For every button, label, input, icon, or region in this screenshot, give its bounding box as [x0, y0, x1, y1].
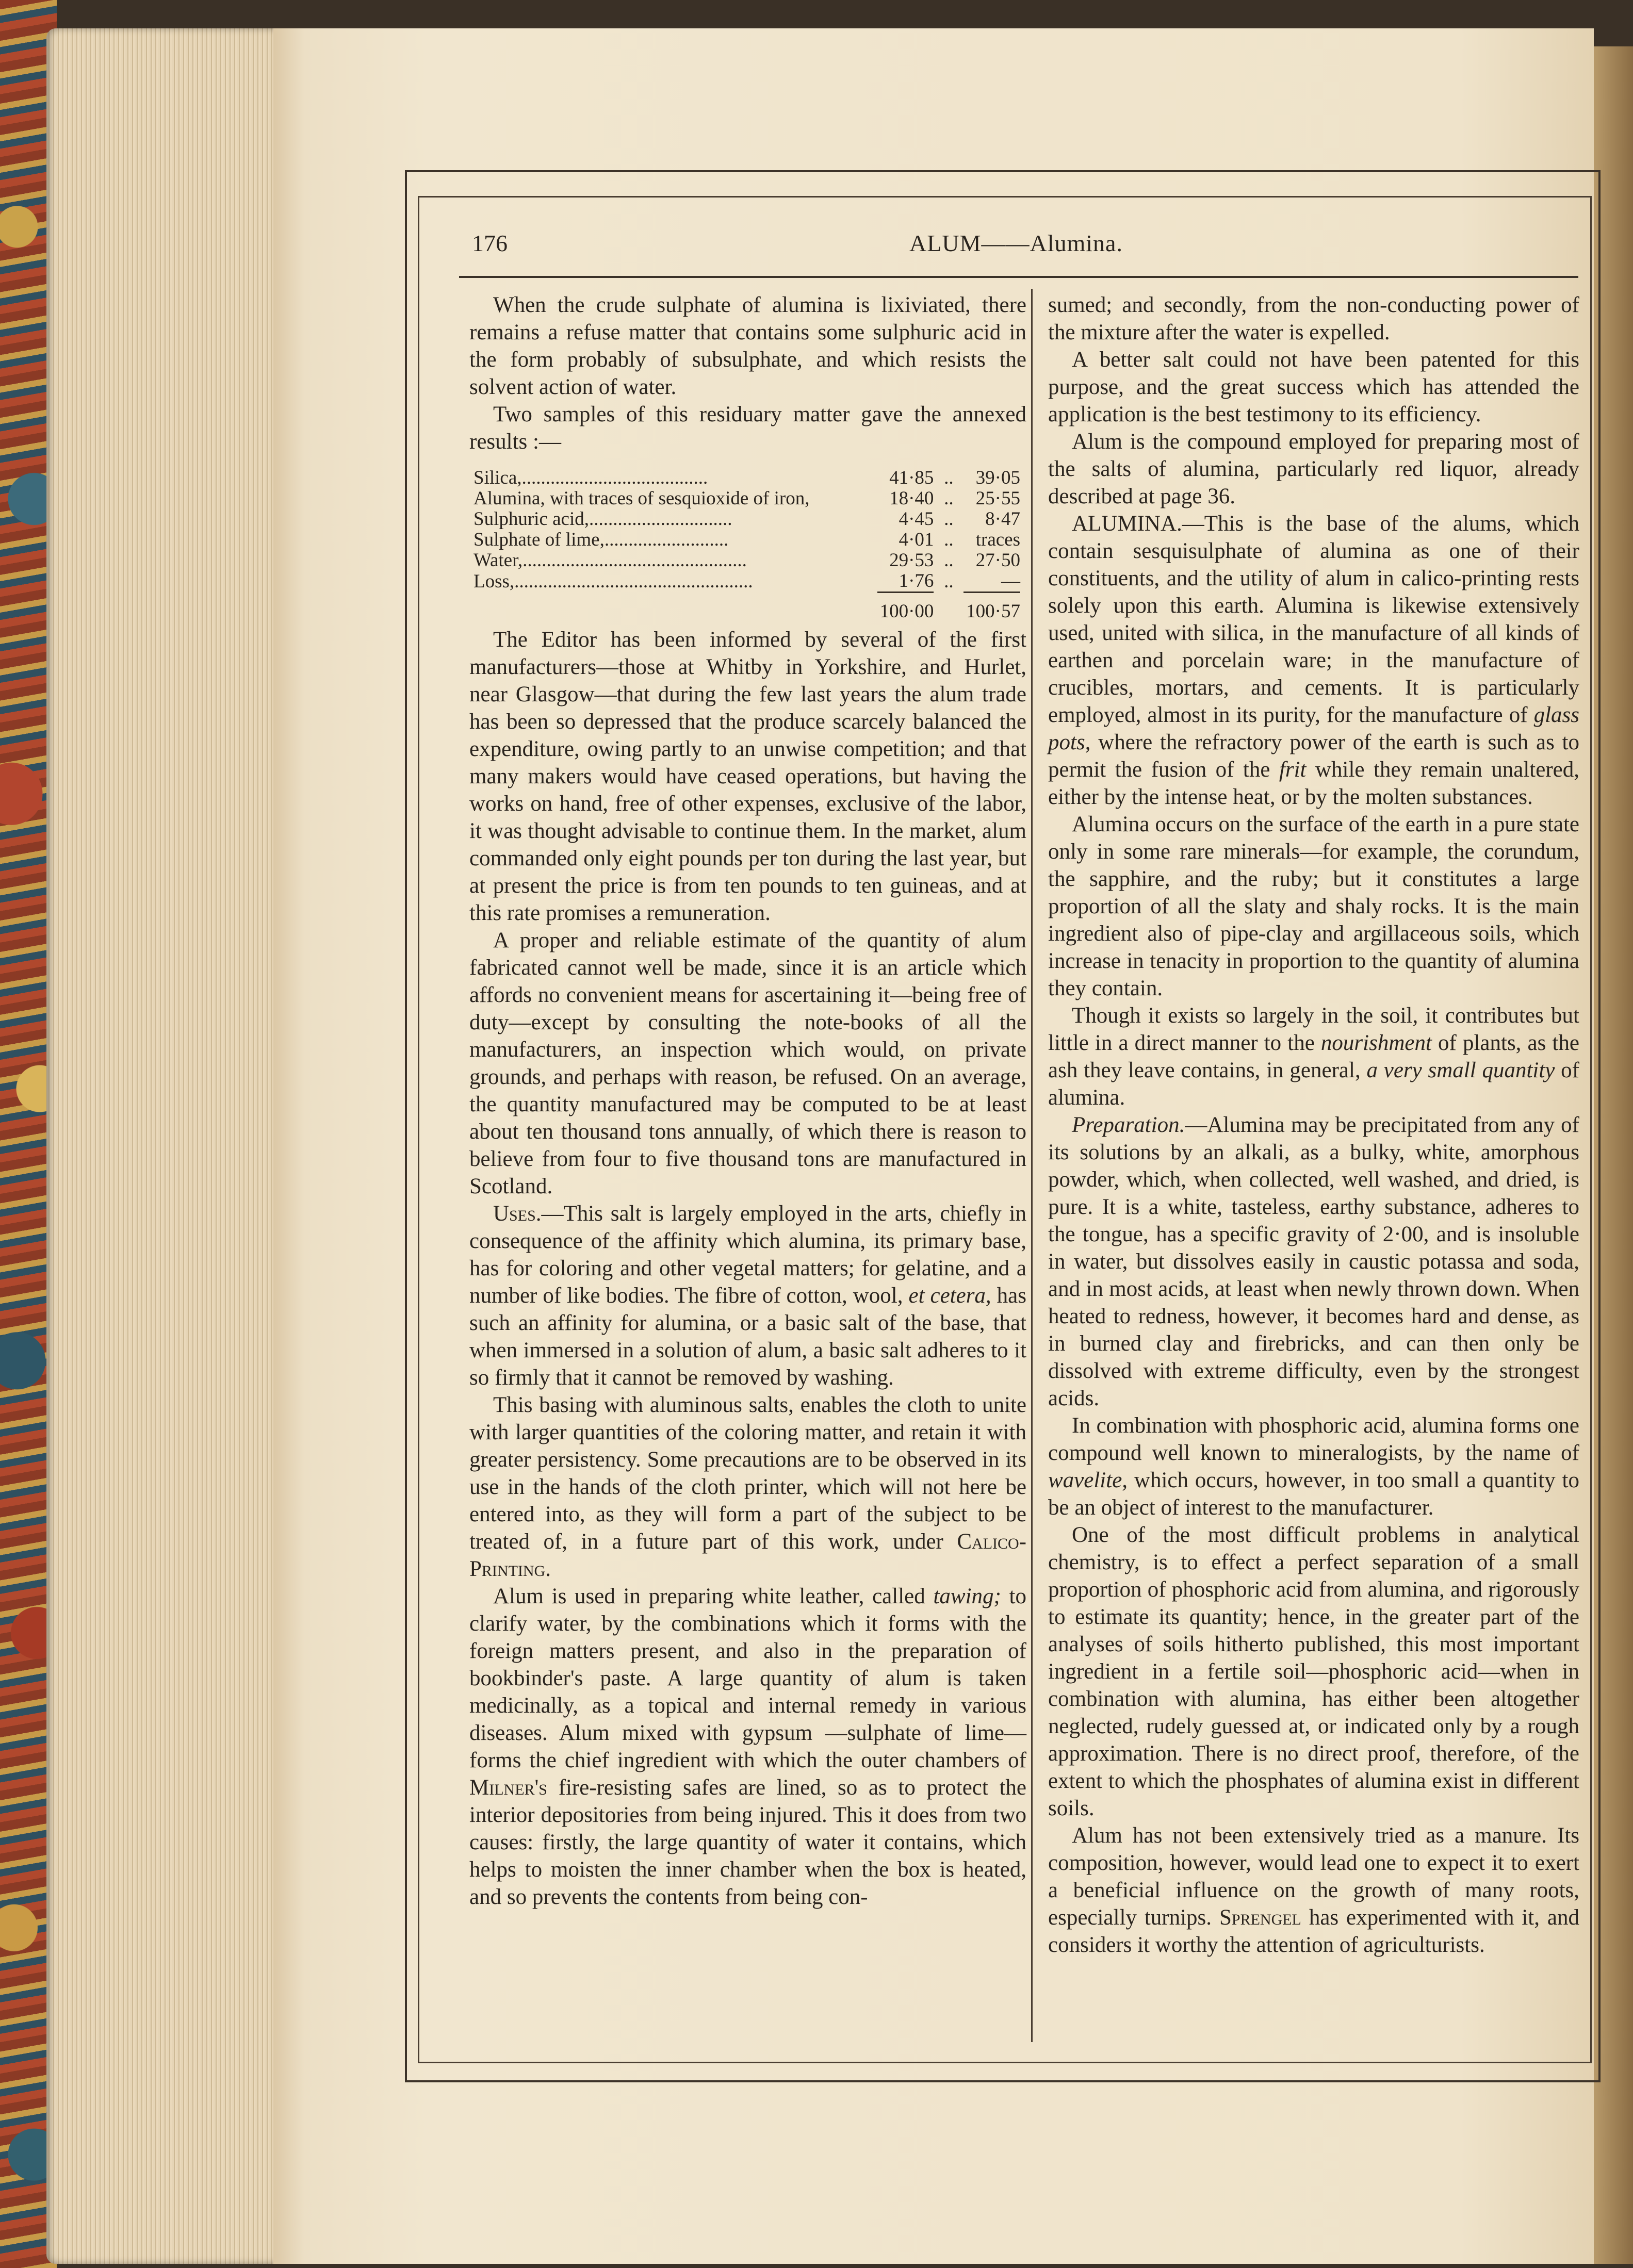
cell-value-a: 4·01 [899, 529, 934, 550]
cell-name: Alumina, with traces of sesquioxide of iron, [473, 488, 810, 509]
cell-value-b: 39·05 [975, 467, 1020, 488]
cell-total: 100·57 [964, 593, 1020, 622]
cell-name: Sulphate of lime,.......................... [473, 530, 729, 550]
cell-value-a: 29·53 [889, 550, 934, 571]
cell-value-b: traces [975, 529, 1020, 550]
cell-value-b: 25·55 [975, 488, 1020, 509]
paragraph: Alum is the compound employed for preparing most of the salts of alumina, particularly red liquor, already described at page 36. [1048, 430, 1579, 508]
table-total-row [473, 593, 1020, 622]
table-row [473, 550, 1020, 571]
analysis-table [473, 468, 1020, 622]
cell-value-b: 27·50 [975, 550, 1020, 571]
cell-separator: .. [944, 570, 954, 592]
table-row [473, 488, 1020, 509]
cell-separator: .. [944, 529, 954, 550]
table-row [473, 530, 1020, 550]
paragraph: One of the most difficult problems in analytical chemistry, is to effect a perfect separation of a small proportion of phosphoric acid from alumina, and rigorously to estimate its quantity; hence, in the greater part of the analyses of soils hitherto published, this most important ingredient in a fertile soil—phosphoric acid—when in combination with alumina, has either been altogether neglected, rudely guessed at, or indicated only by a rough approximation. There is no direct proof, therefore, of the extent to which the phosphates of alumina exist in different soils. [1048, 1523, 1579, 1820]
paragraph: ALUMINA.—This is the base of the alums, which contain sesquisulphate of alumina as one of their constituents, and the utility of alum in calico-printing rests solely upon this earth. Alumina is likewise extensively used, united with silica, in the manufacture of all kinds of earthen and porcelain ware; in the manufacture of crucibles, mortars, and cements. It is particularly employed, almost in its purity, for the manufacture of glass pots, where the refractory power of the earth is such as to permit the fusion of the frit while they remain unaltered, either by the intense heat, or by the molten substances. [1048, 512, 1579, 809]
cell-total: 100·00 [877, 593, 934, 622]
paragraph: When the crude sulphate of alumina is lixiviated, there remains a refuse matter that contains some sulphuric acid in the form probably of subsulphate, and which resists the solvent action of water. [469, 293, 1026, 399]
cell-value-a: 18·40 [889, 488, 934, 509]
uses-heading: Uses. [493, 1202, 542, 1226]
page-header [472, 229, 1560, 271]
cell-name: Silica,....................................... [473, 468, 708, 488]
table-row [473, 571, 1020, 593]
paragraph: Preparation.—Alumina may be precipitated from any of its solutions by an alkali, as a bulky, white, amorphous powder, which, when collected, well washed, and dried, is pure. It is a white, tasteless, earthy substance, adheres to the tongue, has a specific gravity of 2·00, and is insoluble in water, but dissolves easily in caustic potassa and soda, and in most acids, at least when newly thrown down. When heated to redness, however, it becomes hard and dense, as in burned clay and firebricks, and can then only be dissolved with extreme difficulty, even by the strongest acids. [1048, 1113, 1579, 1410]
right-column [1048, 291, 1579, 1959]
cell-separator: .. [944, 550, 954, 571]
cell-empty [934, 593, 964, 622]
paragraph: This basing with aluminous salts, enables the cloth to unite with larger quantities of the coloring matter, and retain it with greater persistency. Some precautions are to be observed in its use in the hands of the cloth printer, which will not here be entered into, as they will form a part of the subject to be treated of, in a future part of this work, under Calico-Printing. [469, 1393, 1026, 1581]
cell-value-a: 41·85 [889, 467, 934, 488]
cell-value-a: 4·45 [899, 508, 934, 530]
header-rule [459, 276, 1578, 278]
preparation-heading: Preparation. [1072, 1113, 1185, 1137]
cell-name: Sulphuric acid,.............................. [473, 509, 732, 530]
cell-separator: .. [944, 467, 954, 488]
column-divider [1031, 289, 1033, 2042]
paragraph: sumed; and secondly, from the non-conducting power of the mixture after the water is expelled. [1048, 293, 1579, 344]
cell-empty [473, 593, 877, 622]
paragraph: Alum has not been extensively tried as a manure. Its composition, however, would lead one to expect it to exert a beneficial influence on the growth of many roots, especially turnips. Sprengel has experimented with it, and considers it worthy the attention of agriculturists. [1048, 1823, 1579, 1957]
paragraph: Though it exists so largely in the soil, it contributes but little in a direct manner to the nourishment of plants, as the ash they leave contains, in general, a very small quantity of alumina. [1048, 1004, 1579, 1110]
paragraph: Two samples of this residuary matter gave the annexed results :— [469, 402, 1026, 454]
table-row [473, 509, 1020, 530]
cell-name: Loss,.................................................. [473, 571, 753, 592]
cell-value-b: — [1001, 570, 1020, 591]
cell-name: Water,............................................... [473, 550, 747, 571]
paragraph: In combination with phosphoric acid, alumina forms one compound well known to mineralogists, by the name of wavelite, which occurs, however, in too small a quantity to be an object of interest to the manufacturer. [1048, 1414, 1579, 1520]
paragraph: The Editor has been informed by several of the first manufacturers—those at Whitby in Yorkshire, and Hurlet, near Glasgow—that during the few last years the alum trade has been so depressed that the produce scarcely balanced the expenditure, owing partly to an unwise competition; and that many makers would have ceased operations, but having the works on hand, free of other expenses, exclusive of the labor, it was thought advisable to continue them. In the market, alum commanded only eight pounds per ton during the last year, but at present the price is from ten pounds to ten guineas, and at this rate promises a remuneration. [469, 628, 1026, 925]
running-head: ALUM——Alumina. [909, 230, 1123, 256]
cell-value-a: 1·76 [899, 570, 934, 591]
paragraph: A proper and reliable estimate of the quantity of alum fabricated cannot well be made, since it is an article which affords no convenient means for ascertaining it—being free of duty—except by consulting the note-books of all the manufacturers, an inspection which would, on private grounds, and perhaps with reason, be refused. On an average, the quantity manufactured may be computed to be at least about ten thousand tons annually, of which there is reason to believe from four to five thousand tons are manufactured in Scotland. [469, 928, 1026, 1198]
left-column [469, 291, 1026, 1911]
cell-separator: .. [944, 488, 954, 509]
page-edges [46, 28, 279, 2264]
table-row [473, 468, 1020, 488]
page-number: 176 [472, 230, 508, 256]
cell-value-b: 8·47 [985, 508, 1020, 530]
paragraph: Uses.—This salt is largely employed in the arts, chiefly in consequence of the affinity which alumina, its primary base, has for coloring and other vegetal matters; for gelatine, and a number of like bodies. The fibre of cotton, wool, et cetera, has such an affinity for alumina, or a basic salt of the base, that when immersed in a solution of alum, a basic salt adheres to it so firmly that it cannot be removed by washing. [469, 1202, 1026, 1390]
paragraph: Alum is used in preparing white leather, called tawing; to clarify water, by the combinations which it forms with the foreign matters present, and also in the preparation of bookbinder's paste. A large quantity of alum is taken medicinally, as a topical and internal remedy in various diseases. Alum mixed with gypsum —sulphate of lime—forms the chief ingredient with which the outer chambers of Milner's fire-resisting safes are lined, so as to protect the interior depositories from being injured. This it does from two causes: firstly, the large quantity of water it contains, which helps to moisten the inner chamber when the box is heated, and so prevents the contents from being con- [469, 1584, 1026, 1909]
paragraph: Alumina occurs on the surface of the earth in a pure state only in some rare minerals—for example, the corundum, the sapphire, and the ruby; but it constitutes a large proportion of all the slaty and shaly rocks. It is the main ingredient also of pipe-clay and argillaceous soils, which increase in tenacity in proportion to the quantity of alumina they contain. [1048, 812, 1579, 1000]
cell-separator: .. [944, 508, 954, 530]
paragraph: A better salt could not have been patented for this purpose, and the great success which has attended the application is the best testimony to its efficiency. [1048, 348, 1579, 426]
